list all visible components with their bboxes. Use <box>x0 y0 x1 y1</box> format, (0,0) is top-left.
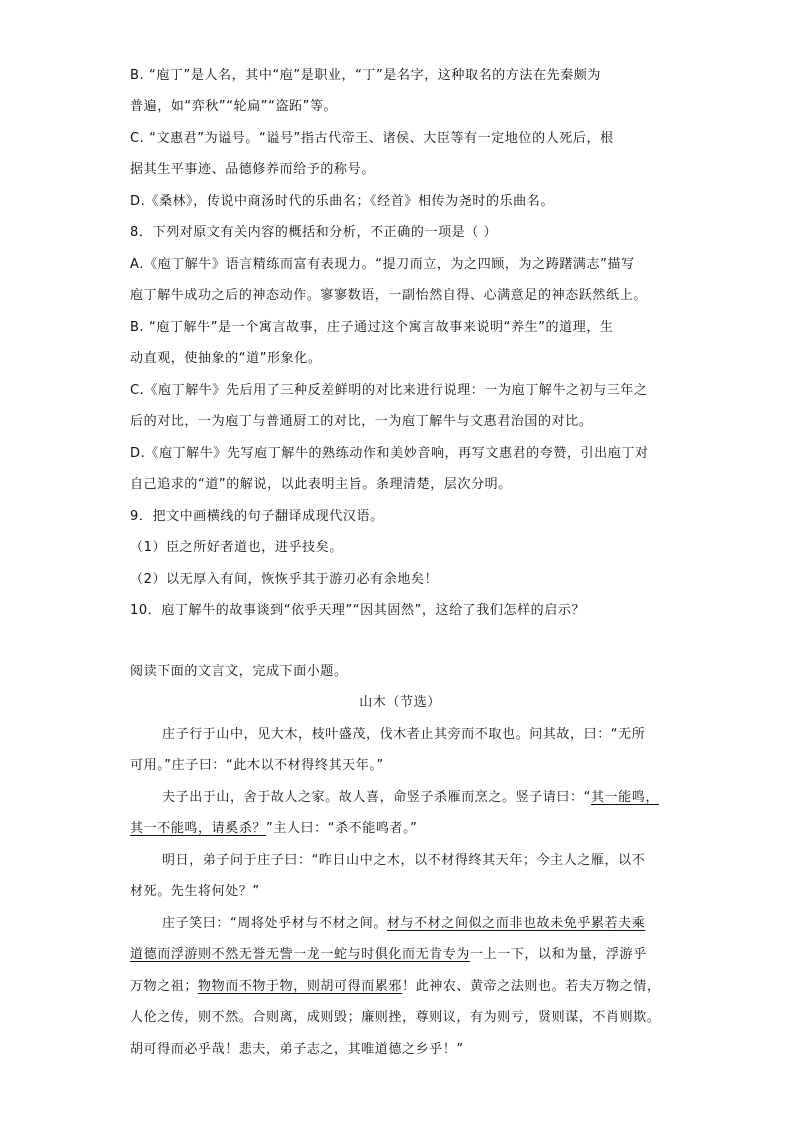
question-8-option-c-line-2: 后的对比，一为庖丁与普通厨工的对比，一为庖丁解牛与文惠君治国的对比。 <box>130 414 593 429</box>
question-8-option-a-line-1: A.《庖丁解牛》语言精练而富有表现力。“提刀而立，为之四顾，为之踌躇满志”描写 <box>130 257 635 272</box>
passage-p4-line-4: 人伦之传，则不然。合则离，成则毁；廉则挫，尊则议，有为则亏，贤则谋，不肖则欺。 <box>130 1010 661 1025</box>
reading-instruction: 阅读下面的文言文，完成下面小题。 <box>130 664 348 679</box>
question-8-title: 8．下列对原文有关内容的概括和分析，不正确的一项是（ ） <box>130 225 498 240</box>
question-10-title: 10．庖丁解牛的故事谈到“依乎天理”“因其固然”，这给了我们怎样的启示？ <box>130 603 586 618</box>
question-9-item-2: （2）以无厚入有间，恢恢乎其于游刃必有余地矣！ <box>130 572 439 587</box>
underlined-sentence: 物物而不物于物，则胡可得而累邪 <box>198 979 403 994</box>
underlined-sentence: 其一不能鸣，请奚杀？ <box>130 821 267 836</box>
passage-text: ！此神农、黄帝之法则也。若夫万物之情， <box>402 979 661 994</box>
question-9-title: 9．把文中画横线的句子翻译成现代汉语。 <box>130 509 384 524</box>
option-d-line-1: D.《桑林》，传说中商汤时代的乐曲名；《经首》相传为尧时的乐曲名。 <box>130 194 554 209</box>
question-8-option-b-line-2: 动直观，使抽象的“道”形象化。 <box>130 351 322 366</box>
underlined-sentence: 道德而浮游则不然无誉无訾一龙一蛇与时俱化而无肯专为 <box>130 947 471 962</box>
passage-text: ”主人曰：“杀不能鸣者。” <box>266 821 418 836</box>
passage-text: 万物之祖； <box>130 979 199 994</box>
passage-p1-line-2: 可用。”庄子曰：“此木以不材得终其天年。” <box>130 758 384 773</box>
passage-p4-line-3 <box>130 978 670 996</box>
question-8-option-d-line-2: 自己追求的“道”的解说，以此表明主旨。条理清楚，层次分明。 <box>130 477 512 492</box>
passage-p4-line-1 <box>162 915 670 933</box>
option-b-line-1: B. “庖丁”是人名，其中“庖”是职业，“丁”是名字，这种取名的方法在先秦颇为 <box>130 68 601 83</box>
passage-title: 山木（节选） <box>359 695 441 710</box>
passage-p4-line-2 <box>130 946 670 964</box>
passage-p2-line-2 <box>130 820 670 838</box>
option-c-line-2: 据其生平事迹、品德修养而给予的称号。 <box>130 162 375 177</box>
question-8-option-a-line-2: 庖丁解牛成功之后的神态动作。寥寥数语，一副怡然自得、心满意足的神态跃然纸上。 <box>130 288 647 303</box>
passage-p3-line-1: 明日，弟子问于庄子曰：“昨日山中之木，以不材得终其天年；今主人之雁，以不 <box>162 853 646 868</box>
passage-text: 一上一下，以和为量，浮游乎 <box>470 947 647 962</box>
question-8-option-b-line-1: B. “庖丁解牛”是一个寓言故事，庄子通过这个寓言故事来说明“养生”的道理，生 <box>130 320 614 335</box>
passage-p1-line-1: 庄子行于山中，见大木，枝叶盛茂，伐木者止其旁而不取也。问其故，曰：“无所 <box>162 727 646 742</box>
question-8-option-c-line-1: C.《庖丁解牛》先后用了三种反差鲜明的对比来进行说理：一为庖丁解牛之初与三年之 <box>130 383 648 398</box>
passage-p4-line-5: 胡可得而必乎哉！悲夫，弟子志之，其唯道德之乡乎！” <box>130 1042 464 1057</box>
option-c-line-1: C. “文惠君”为谥号。“谥号”指古代帝王、诸侯、大臣等有一定地位的人死后，根 <box>130 131 614 146</box>
passage-text: 夫子出于山，舍于故人之家。故人喜，命竖子杀雁而烹之。竖子请曰：“ <box>162 790 591 805</box>
passage-p2-line-1 <box>162 789 670 807</box>
underlined-sentence: 其一能鸣， <box>590 790 659 805</box>
question-9-item-1: （1）臣之所好者道也，进乎技矣。 <box>130 540 343 555</box>
underlined-sentence: 材与不材之间似之而非也故未免乎累若夫乘 <box>386 916 646 931</box>
passage-text: 庄子笑曰：“周将处乎材与不材之间。 <box>162 916 387 931</box>
option-b-line-2: 普遍，如“弈秋”“轮扁”“盗跖”等。 <box>130 99 338 114</box>
question-8-option-d-line-1: D.《庖丁解牛》先写庖丁解牛的熟练动作和美妙音响，再写文惠君的夸赞，引出庖丁对 <box>130 446 649 461</box>
passage-p3-line-2: 材死。先生将何处？” <box>130 884 260 899</box>
